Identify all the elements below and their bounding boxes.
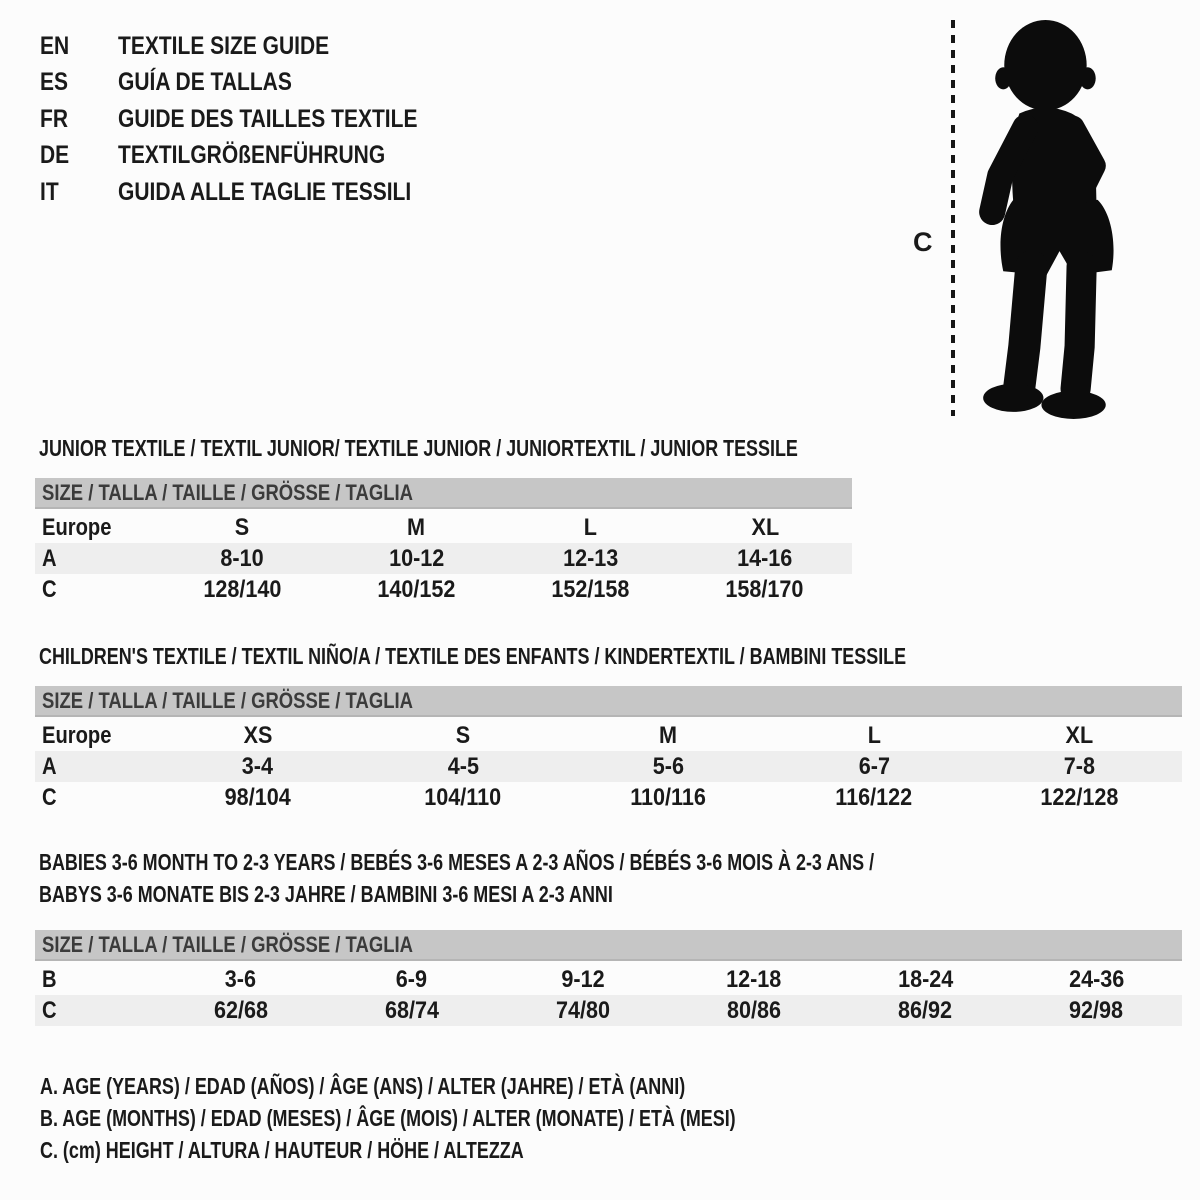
- table-column-header-row: [35, 720, 1182, 751]
- size-header-bar: [35, 478, 852, 509]
- table-cell: [35, 966, 155, 994]
- section-title-text: BABIES 3-6 MONTH TO 2-3 YEARS / BEBÉS 3-6 MESES A 2-3 AÑOS / BÉBÉS 3-6 MOIS À 2-3 ANS /: [39, 849, 875, 875]
- table-row: [35, 543, 852, 574]
- table-cell: [504, 514, 678, 542]
- table-cell: [977, 753, 1182, 781]
- row-key: C: [42, 783, 57, 811]
- size-value: 5-6: [652, 752, 685, 780]
- section-title-line: [39, 640, 1182, 672]
- size-value: 24-36: [1068, 965, 1125, 993]
- table-cell: [771, 784, 976, 812]
- table-cell: [566, 753, 771, 781]
- section-title: [35, 846, 1182, 910]
- table-cell: [360, 722, 565, 750]
- table-row: [35, 751, 1182, 782]
- section-title-line: [39, 432, 852, 464]
- language-row: [40, 101, 475, 138]
- language-code: [40, 141, 118, 170]
- table-cell: [155, 997, 326, 1025]
- table-row: [35, 995, 1182, 1026]
- size-value: 116/122: [835, 783, 913, 811]
- size-value: 98/104: [224, 783, 291, 811]
- legend-text: A. AGE (YEARS) / EDAD (AÑOS) / ÂGE (ANS) / ALTER (JAHRE) / ETÀ (ANNI): [40, 1073, 686, 1099]
- table-cell: [35, 545, 155, 573]
- size-table-section-children: [35, 640, 1182, 813]
- table-cell: [329, 514, 503, 542]
- table-cell: [360, 784, 565, 812]
- size-header-bar: [35, 686, 1182, 717]
- table-cell: [329, 576, 503, 604]
- size-value: 12-18: [726, 965, 782, 993]
- legend-text: C. (cm) HEIGHT / ALTURA / HAUTEUR / HÖHE / ALTEZZA: [40, 1137, 524, 1163]
- language-title-list: [40, 28, 475, 211]
- size-value: 92/98: [1069, 996, 1124, 1024]
- size-value: 62/68: [213, 996, 268, 1024]
- table-cell: [566, 784, 771, 812]
- table-cell: [566, 722, 771, 750]
- size-value: 68/74: [384, 996, 439, 1024]
- size-value: 3-4: [242, 752, 274, 780]
- table-cell: [35, 784, 155, 812]
- language-title: [118, 105, 475, 134]
- size-column-header: S: [455, 721, 471, 749]
- height-figure: [905, 13, 1155, 428]
- table-cell: [497, 997, 668, 1025]
- table-cell: [155, 753, 360, 781]
- size-column-header: XL: [1065, 721, 1094, 749]
- table-cell: [504, 545, 678, 573]
- size-value: 158/170: [725, 575, 804, 603]
- height-measure-label: C: [913, 227, 933, 257]
- table-cell: [504, 576, 678, 604]
- section-title-line: [39, 878, 1182, 910]
- language-row: [40, 138, 475, 175]
- size-value: 80/86: [727, 996, 782, 1024]
- size-value: 128/140: [203, 575, 282, 603]
- section-title: [35, 432, 852, 464]
- size-column-header: S: [234, 513, 250, 541]
- region-label: Europe: [42, 513, 112, 541]
- table-cell: [977, 722, 1182, 750]
- language-title: [118, 68, 325, 97]
- size-value: 10-12: [388, 544, 444, 572]
- table-cell: [977, 784, 1182, 812]
- size-value: 122/128: [1040, 783, 1119, 811]
- size-table-section-junior: [35, 432, 852, 605]
- language-code: [40, 105, 118, 134]
- table-cell: [497, 966, 668, 994]
- table-cell: [155, 576, 329, 604]
- table-cell: [669, 966, 840, 994]
- size-header-text: SIZE / TALLA / TAILLE / GRÖSSE / TAGLIA: [42, 687, 413, 713]
- row-key: C: [42, 996, 57, 1024]
- language-title-text: GUÍA DE TALLAS: [118, 68, 292, 97]
- height-measure-dashed-line: [951, 20, 955, 416]
- legend-text: B. AGE (MONTHS) / EDAD (MESES) / ÂGE (MOIS) / ALTER (MONATE) / ETÀ (MESI): [40, 1105, 736, 1131]
- table-row: [35, 964, 1182, 995]
- section-title-text: BABYS 3-6 MONATE BIS 2-3 JAHRE / BAMBINI 3-6 MESI A 2-3 ANNI: [39, 881, 613, 907]
- table-row: [35, 782, 1182, 813]
- section-title-text: CHILDREN'S TEXTILE / TEXTIL NIÑO/A / TEXTILE DES ENFANTS / KINDERTEXTIL / BAMBINI TESSILE: [39, 643, 907, 669]
- size-value: 9-12: [561, 965, 605, 993]
- table-cell: [771, 753, 976, 781]
- size-value: 4-5: [447, 752, 479, 780]
- legend-line: [40, 1134, 932, 1166]
- language-title: [118, 32, 369, 61]
- language-row: [40, 28, 475, 65]
- language-code: [40, 178, 118, 207]
- table-cell: [35, 997, 155, 1025]
- language-title: [118, 141, 436, 170]
- table-cell: [326, 966, 497, 994]
- table-cell: [840, 966, 1011, 994]
- table-cell: [35, 514, 155, 542]
- table-cell: [1011, 966, 1182, 994]
- language-title: [118, 178, 467, 207]
- language-row: [40, 65, 475, 102]
- size-header-bar: [35, 930, 1182, 961]
- size-value: 86/92: [898, 996, 953, 1024]
- language-code-text: IT: [40, 177, 59, 206]
- table-cell: [326, 997, 497, 1025]
- size-column-header: XL: [751, 513, 779, 541]
- size-value: 7-8: [1063, 752, 1095, 780]
- size-table-section-babies: [35, 846, 1182, 1026]
- legend-line: [40, 1102, 932, 1134]
- toddler-silhouette-image: [967, 15, 1142, 427]
- region-label: Europe: [42, 721, 112, 749]
- table-cell: [35, 722, 155, 750]
- table-cell: [840, 997, 1011, 1025]
- size-value: 140/152: [377, 575, 456, 603]
- language-title-text: TEXTILE SIZE GUIDE: [118, 31, 330, 60]
- size-column-header: L: [584, 513, 598, 541]
- size-header-text: SIZE / TALLA / TAILLE / GRÖSSE / TAGLIA: [42, 479, 413, 505]
- size-column-header: M: [407, 513, 426, 541]
- size-value: 104/110: [424, 783, 502, 811]
- size-column-header: L: [867, 721, 881, 749]
- row-key: A: [42, 544, 57, 572]
- language-code-text: EN: [40, 31, 70, 60]
- size-value: 6-7: [858, 752, 890, 780]
- size-value: 14-16: [737, 544, 793, 572]
- row-key: C: [42, 575, 57, 603]
- language-code: [40, 32, 118, 61]
- table-cell: [360, 753, 565, 781]
- table-cell: [771, 722, 976, 750]
- size-value: 3-6: [224, 965, 257, 993]
- size-value: 12-13: [562, 544, 619, 572]
- language-code: [40, 68, 118, 97]
- language-code-text: ES: [40, 68, 69, 97]
- row-key: B: [42, 965, 57, 993]
- legend: [40, 1070, 932, 1166]
- size-column-header: M: [659, 721, 678, 749]
- size-value: 18-24: [897, 965, 953, 993]
- table-cell: [1011, 997, 1182, 1025]
- size-value: 8-10: [220, 544, 264, 572]
- row-key: A: [42, 752, 57, 780]
- table-cell: [155, 722, 360, 750]
- legend-line: [40, 1070, 932, 1102]
- size-value: 152/158: [551, 575, 630, 603]
- size-value: 110/116: [630, 783, 707, 811]
- table-cell: [678, 514, 852, 542]
- table-cell: [35, 753, 155, 781]
- size-column-header: XS: [243, 721, 273, 749]
- language-code-text: FR: [40, 104, 68, 133]
- table-cell: [329, 545, 503, 573]
- table-cell: [669, 997, 840, 1025]
- language-title-text: GUIDA ALLE TAGLIE TESSILI: [118, 177, 412, 206]
- table-cell: [35, 576, 155, 604]
- size-value: 6-9: [396, 965, 428, 993]
- table-column-header-row: [35, 512, 852, 543]
- language-title-text: GUIDE DES TAILLES TEXTILE: [118, 104, 418, 133]
- table-cell: [678, 545, 852, 573]
- table-row: [35, 574, 852, 605]
- table-cell: [155, 784, 360, 812]
- section-title-line: [39, 846, 1182, 878]
- table-cell: [678, 576, 852, 604]
- table-cell: [155, 545, 329, 573]
- size-header-text: SIZE / TALLA / TAILLE / GRÖSSE / TAGLIA: [42, 931, 413, 957]
- size-value: 74/80: [555, 996, 610, 1024]
- table-cell: [155, 514, 329, 542]
- section-title: [35, 640, 1182, 672]
- section-title-text: JUNIOR TEXTILE / TEXTIL JUNIOR/ TEXTILE JUNIOR / JUNIORTEXTIL / JUNIOR TESSILE: [39, 435, 798, 461]
- language-row: [40, 174, 475, 211]
- table-cell: [155, 966, 326, 994]
- language-code-text: DE: [40, 141, 70, 170]
- language-title-text: TEXTILGRÖßENFÜHRUNG: [118, 141, 386, 170]
